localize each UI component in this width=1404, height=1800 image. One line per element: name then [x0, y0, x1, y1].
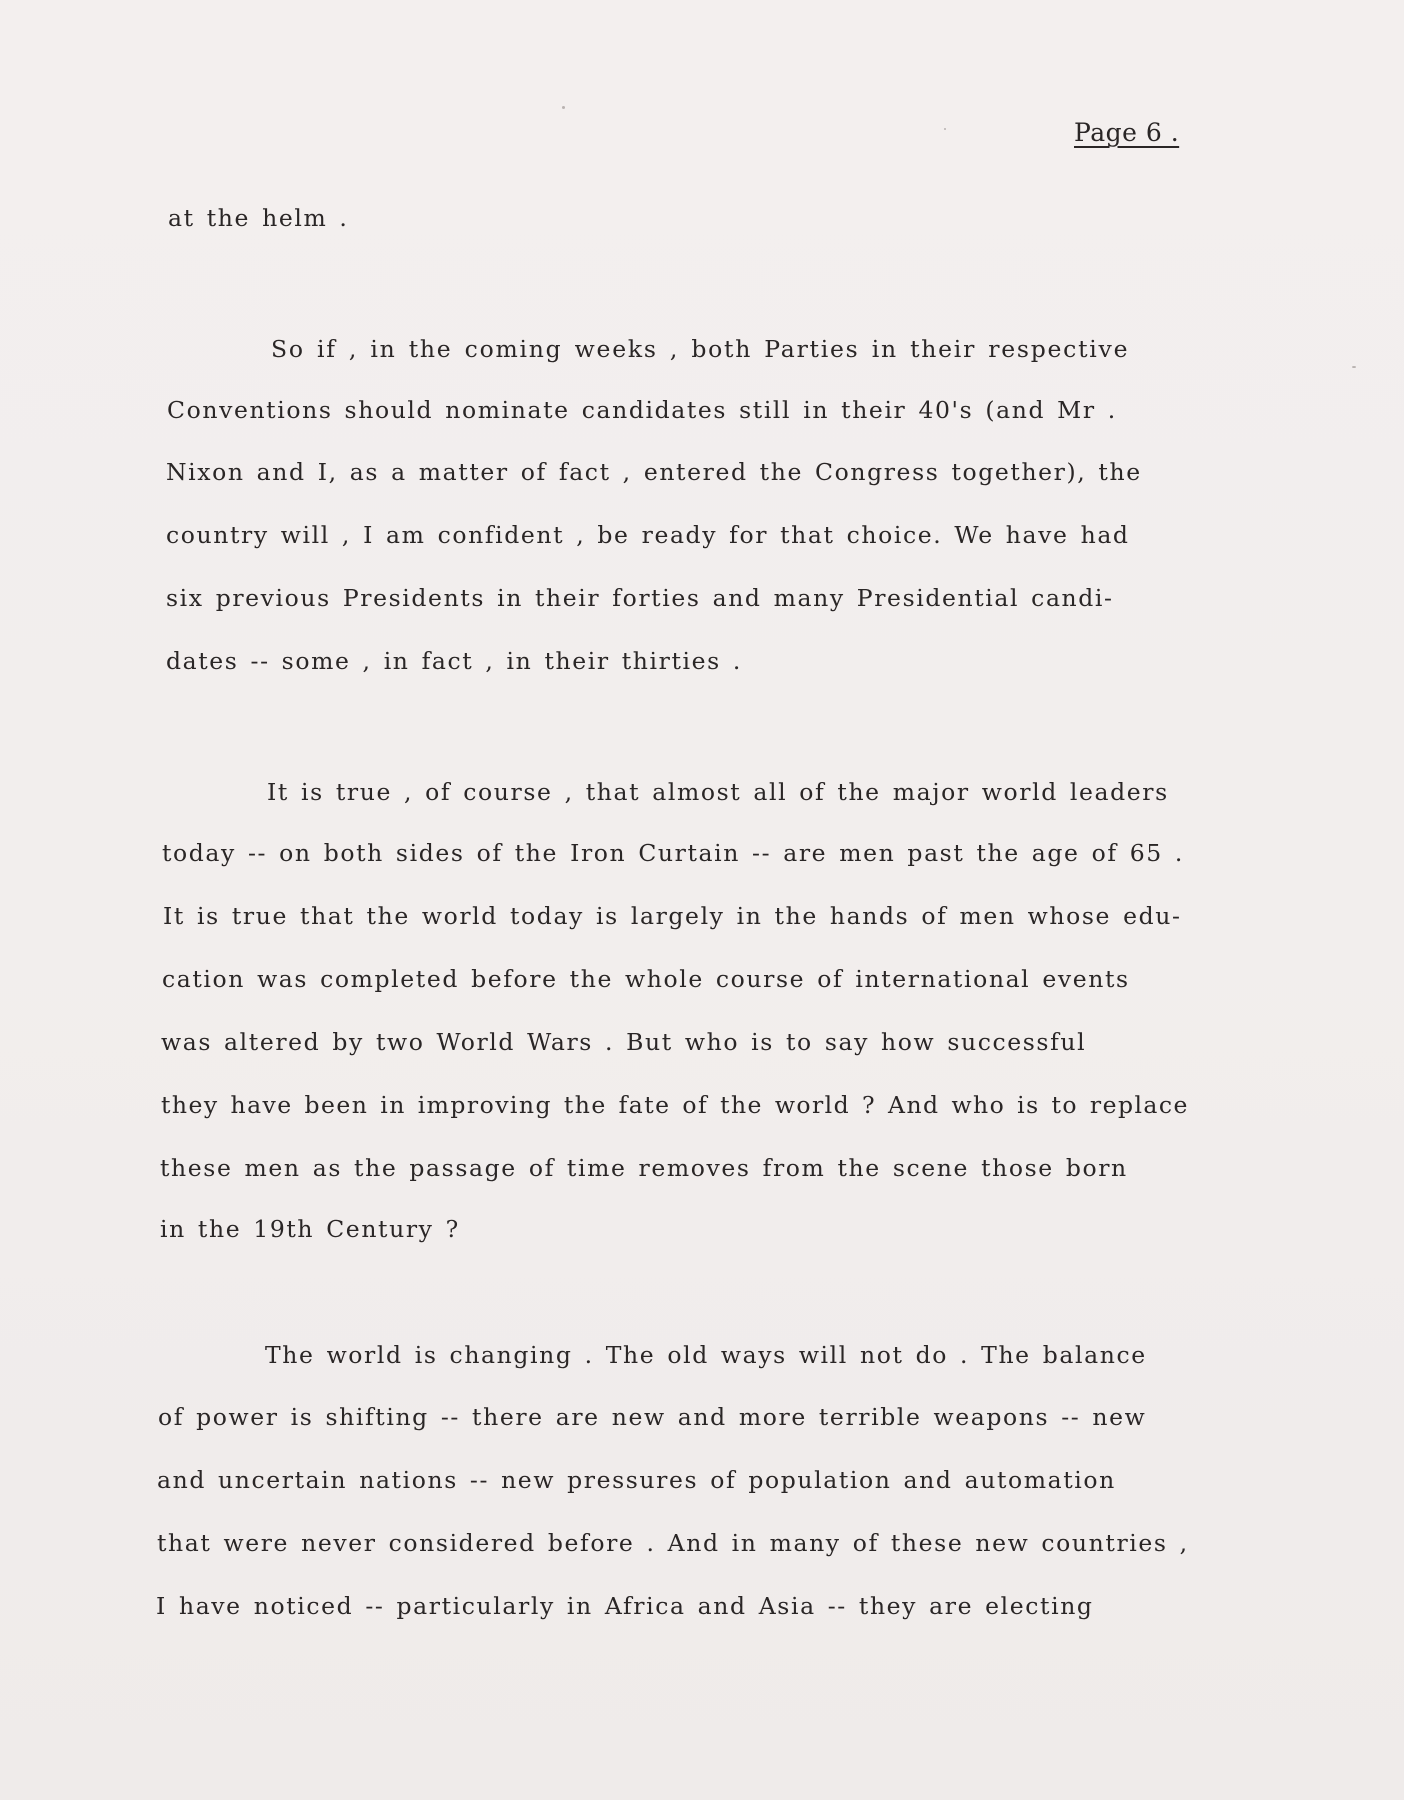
text-line: The world is changing . The old ways will not do . The balance	[265, 1341, 1147, 1369]
text-line: they have been in improving the fate of the world ? And who is to replace	[161, 1091, 1189, 1119]
text-line: So if , in the coming weeks , both Parties in their respective	[271, 335, 1130, 363]
text-line: at the helm .	[168, 204, 349, 232]
page-number: Page 6 .	[1074, 118, 1180, 147]
paper-speck	[562, 106, 565, 109]
text-line: It is true , of course , that almost all of the major world leaders	[267, 778, 1169, 806]
text-line: dates -- some , in fact , in their thirties .	[166, 647, 742, 675]
text-line: was altered by two World Wars . But who is to say how successful	[161, 1028, 1087, 1056]
text-line: of power is shifting -- there are new and more terrible weapons -- new	[158, 1403, 1147, 1431]
text-line: Nixon and I, as a matter of fact , entered the Congress together), the	[166, 458, 1142, 486]
text-line: and uncertain nations -- new pressures of population and automation	[157, 1466, 1116, 1494]
text-line: in the 19th Century ?	[160, 1215, 460, 1243]
paper-speck	[1352, 366, 1356, 368]
text-line: six previous Presidents in their forties and many Presidential candi-	[166, 584, 1114, 612]
text-line: cation was completed before the whole course of international events	[162, 965, 1130, 993]
text-line: these men as the passage of time removes from the scene those born	[160, 1154, 1128, 1182]
text-line: Conventions should nominate candidates still in their 40's (and Mr .	[167, 396, 1117, 424]
text-line: that were never considered before . And in many of these new countries ,	[157, 1529, 1189, 1557]
paper-speck	[944, 128, 946, 130]
text-line: It is true that the world today is largely in the hands of men whose edu-	[163, 902, 1182, 930]
text-line: country will , I am confident , be ready for that choice. We have had	[166, 521, 1130, 549]
text-line: I have noticed -- particularly in Africa and Asia -- they are electing	[156, 1592, 1094, 1620]
text-line: today -- on both sides of the Iron Curtain -- are men past the age of 65 .	[162, 839, 1184, 867]
